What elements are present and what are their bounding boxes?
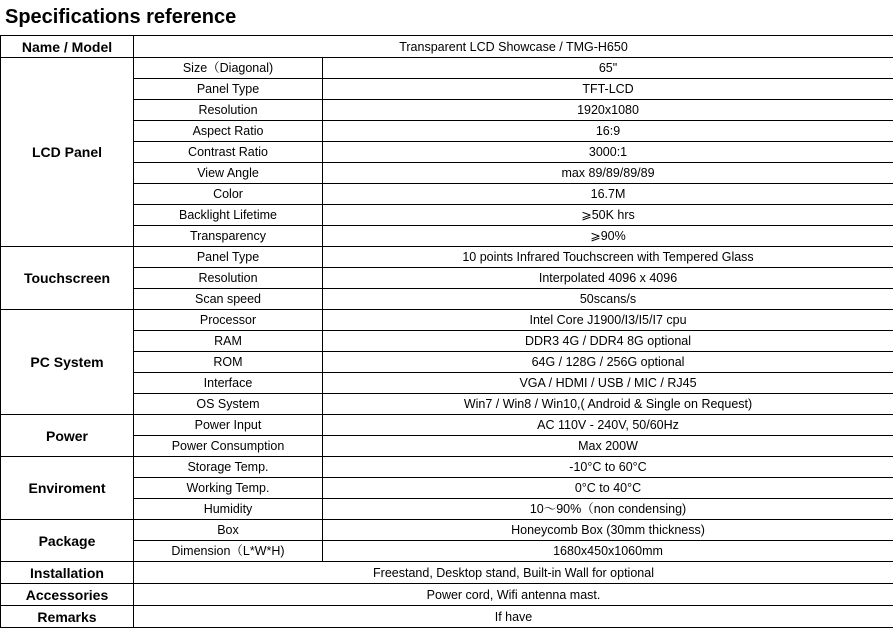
table-row xyxy=(1,121,893,142)
spec-value: 16:9 xyxy=(323,121,893,142)
category-accessories: Accessories xyxy=(1,584,134,606)
spec-value: 0°C to 40°C xyxy=(323,478,893,499)
category-touchscreen: Touchscreen xyxy=(1,247,134,310)
spec-param: Storage Temp. xyxy=(134,457,323,478)
spec-value: 65" xyxy=(323,58,893,79)
table-row xyxy=(1,499,893,520)
table-row xyxy=(1,79,893,100)
spec-value: If have xyxy=(134,606,893,628)
spec-param: Working Temp. xyxy=(134,478,323,499)
spec-param: Panel Type xyxy=(134,79,323,100)
spec-value: Power cord, Wifi antenna mast. xyxy=(134,584,893,606)
spec-value: 1680x450x1060mm xyxy=(323,541,893,562)
category-installation: Installation xyxy=(1,562,134,584)
spec-value: ⩾90% xyxy=(323,226,893,247)
table-row xyxy=(1,226,893,247)
category-name-model: Name / Model xyxy=(1,36,134,58)
table-row xyxy=(1,457,893,478)
category-pc-system: PC System xyxy=(1,310,134,415)
table-row xyxy=(1,331,893,352)
spec-value: 10 points Infrared Touchscreen with Tempered Glass xyxy=(323,247,893,268)
spec-param: Dimension（L*W*H) xyxy=(134,541,323,562)
spec-param: Resolution xyxy=(134,268,323,289)
table-row xyxy=(1,541,893,562)
spec-value: -10°C to 60°C xyxy=(323,457,893,478)
table-row xyxy=(1,268,893,289)
category-package: Package xyxy=(1,520,134,562)
table-row xyxy=(1,142,893,163)
spec-value: ⩾50K hrs xyxy=(323,205,893,226)
spec-param: Interface xyxy=(134,373,323,394)
spec-param: Resolution xyxy=(134,100,323,121)
spec-table xyxy=(0,35,893,628)
table-row xyxy=(1,520,893,541)
table-row xyxy=(1,562,893,584)
spec-param: Backlight Lifetime xyxy=(134,205,323,226)
spec-value: 10～90%（non condensing) xyxy=(323,499,893,520)
spec-value: 1920x1080 xyxy=(323,100,893,121)
spec-value: Transparent LCD Showcase / TMG-H650 xyxy=(134,36,893,58)
table-row xyxy=(1,373,893,394)
category-power: Power xyxy=(1,415,134,457)
category-environment: Enviroment xyxy=(1,457,134,520)
spec-param: Humidity xyxy=(134,499,323,520)
category-lcd-panel: LCD Panel xyxy=(1,58,134,247)
spec-param: Scan speed xyxy=(134,289,323,310)
spec-param: Panel Type xyxy=(134,247,323,268)
page-title: Specifications reference xyxy=(5,6,237,28)
spec-value: Honeycomb Box (30mm thickness) xyxy=(323,520,893,541)
spec-value: Max 200W xyxy=(323,436,893,457)
spec-param: ROM xyxy=(134,352,323,373)
spec-value: 3000:1 xyxy=(323,142,893,163)
table-row xyxy=(1,100,893,121)
spec-value: AC 110V - 240V, 50/60Hz xyxy=(323,415,893,436)
table-row xyxy=(1,36,893,58)
table-row xyxy=(1,184,893,205)
spec-value: Interpolated 4096 x 4096 xyxy=(323,268,893,289)
table-row xyxy=(1,289,893,310)
spec-param: Color xyxy=(134,184,323,205)
spec-param: View Angle xyxy=(134,163,323,184)
category-remarks: Remarks xyxy=(1,606,134,628)
spec-value: 50scans/s xyxy=(323,289,893,310)
spec-value: max 89/89/89/89 xyxy=(323,163,893,184)
spec-param: Size（Diagonal) xyxy=(134,58,323,79)
spec-value: DDR3 4G / DDR4 8G optional xyxy=(323,331,893,352)
table-row xyxy=(1,247,893,268)
spec-value: 16.7M xyxy=(323,184,893,205)
spec-param: Power Input xyxy=(134,415,323,436)
spec-param: Box xyxy=(134,520,323,541)
spec-param: Transparency xyxy=(134,226,323,247)
table-row xyxy=(1,310,893,331)
table-row xyxy=(1,163,893,184)
table-row xyxy=(1,478,893,499)
table-row xyxy=(1,58,893,79)
spec-param: OS System xyxy=(134,394,323,415)
spec-value: Intel Core J1900/I3/I5/I7 cpu xyxy=(323,310,893,331)
spec-value: TFT-LCD xyxy=(323,79,893,100)
table-row xyxy=(1,394,893,415)
spec-value: VGA / HDMI / USB / MIC / RJ45 xyxy=(323,373,893,394)
table-row xyxy=(1,352,893,373)
spec-param: Power Consumption xyxy=(134,436,323,457)
table-row xyxy=(1,415,893,436)
spec-param: Contrast Ratio xyxy=(134,142,323,163)
spec-value: Freestand, Desktop stand, Built-in Wall for optional xyxy=(134,562,893,584)
table-row xyxy=(1,584,893,606)
spec-value: Win7 / Win8 / Win10,( Android & Single on Request) xyxy=(323,394,893,415)
spec-param: Aspect Ratio xyxy=(134,121,323,142)
table-row xyxy=(1,205,893,226)
table-row xyxy=(1,436,893,457)
table-row xyxy=(1,606,893,628)
spec-param: Processor xyxy=(134,310,323,331)
spec-param: RAM xyxy=(134,331,323,352)
spec-value: 64G / 128G / 256G optional xyxy=(323,352,893,373)
